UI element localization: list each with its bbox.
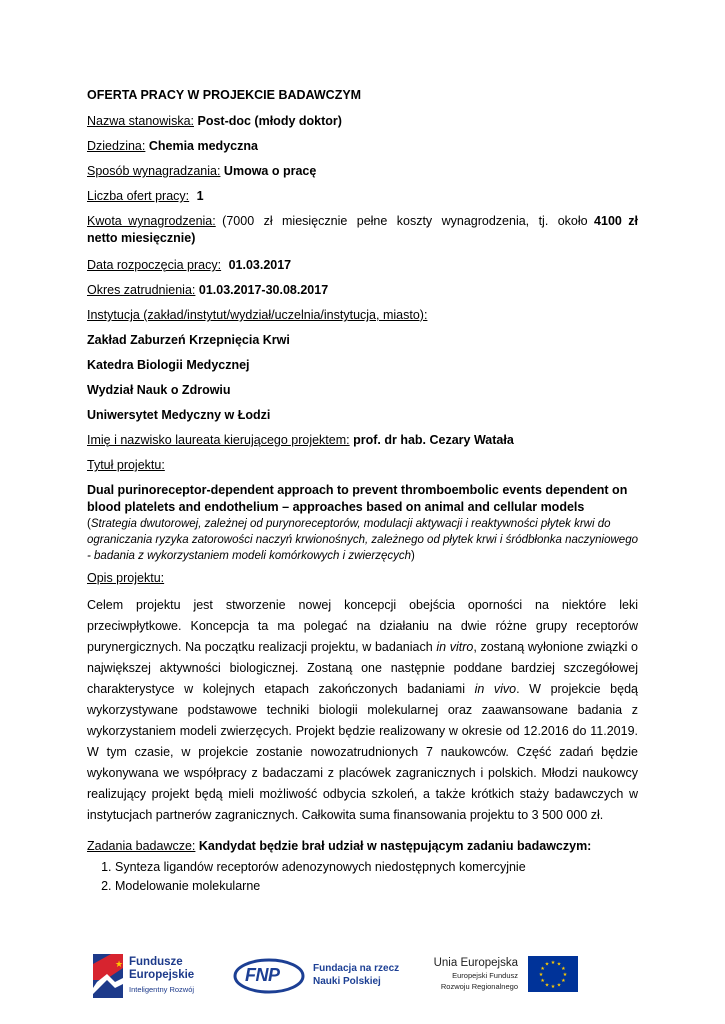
fnp-line-2: Nauki Polskiej [313, 976, 381, 987]
description-part-3: . W projekcie będą wykorzystywane podstawowe techniki biologii molekularnej oraz zaawansowane badania z wykorzystaniem modeli zwierzęcych. Projekt będzie realizowany w okresie od 12.2016 do 11.2019. W tym czasie, w projekcie zostanie nowozatrudnionych 7 naukowców. Część zadań będzie wykonywana we współpracy z badaczami z placówek zagranicznych i polskich. Młodzi naukowcy realizujący projekt będą mieli możliwość odbycia szkoleń, a także krótkich staży badawczych w instytucjach partnerów zagranicznych. Całkowita suma finansowania projektu to 3 500 000 zł. [87, 682, 638, 822]
fe-line-2: Europejskie [129, 969, 195, 981]
position-value: Post-doc (młody doktor) [197, 114, 342, 128]
field-row [87, 138, 638, 155]
svg-text:★: ★ [550, 960, 556, 966]
svg-text:★: ★ [550, 984, 556, 990]
period-row [87, 282, 638, 299]
salary-row [87, 213, 638, 247]
fnp-line-1: Fundacja na rzecz [313, 963, 400, 974]
offers-value: 1 [196, 189, 204, 203]
svg-text:★: ★ [115, 960, 123, 970]
ue-text [426, 956, 518, 992]
ue-line-2: Europejski Fundusz [452, 971, 518, 980]
document-body [87, 87, 638, 897]
svg-text:★: ★ [538, 972, 544, 978]
description-italic-1: in vitro [436, 640, 474, 654]
position-row [87, 113, 638, 130]
payment-row [87, 163, 638, 180]
fe-mark-icon [93, 954, 123, 998]
ue-line-3: Rozwoju Regionalnego [440, 982, 518, 991]
project-title-pl: Strategia dwutorowej, zależnej od purynoreceptorów, modulacji aktywacji i reaktywności płytek krwi do ograniczania ryzyka zatorowości naczyń krwionośnych, zależnego od płytek krwi i śródbłonka naczyniowego - badania z wykorzystaniem modeli komórkowych i zwierzęcych [87, 518, 638, 562]
salary-text: (7000 zł miesięcznie pełne koszty wynagrodzenia, tj. około [222, 214, 588, 228]
tasks-value: Kandydat będzie brał udział w następującym zadaniu badawczym: [198, 839, 592, 853]
svg-text:★: ★ [562, 972, 568, 978]
project-title-pl-block [87, 516, 638, 564]
fe-logo [93, 952, 213, 1002]
period-label: Okres zatrudnienia: [87, 283, 196, 297]
payment-label: Sposób wynagradzania: [87, 164, 221, 178]
start-value: 01.03.2017 [228, 258, 292, 272]
description-italic-2: in vivo [474, 682, 517, 696]
svg-text:★: ★ [544, 982, 550, 989]
fe-program: Inteligentny Rozwój [129, 985, 195, 994]
position-label: Nazwa stanowiska: [87, 114, 194, 128]
institution-faculty: Wydział Nauk o Zdrowiu [87, 383, 231, 397]
fnp-mark-text: FNP [245, 965, 280, 985]
institution-university: Uniwersytet Medyczny w Łodzi [87, 408, 271, 422]
period-value: 01.03.2017-30.08.2017 [198, 283, 329, 297]
description-part-2: , zostaną wyłonione związki o największej aktywności biologicznej. Zostaną one następnie poddane bardziej szczegółowej charakterystyce w kolejnych etapach zakończonych badaniami [87, 640, 638, 696]
description-part-1: Celem projektu jest stworzenie nowej koncepcji obejścia oporności na niektóre leki przeciwpłytkowe. Koncepcja ta ma polegać na działaniu na dwie różne grupy receptorów purynergicznych. Na początku realizacji projektu, w badaniach [87, 598, 638, 654]
eu-flag-icon [528, 956, 578, 992]
fnp-logo [233, 958, 403, 998]
tasks-list [87, 859, 638, 895]
svg-text:★: ★ [544, 961, 550, 968]
leader-row [87, 432, 638, 449]
project-title-en: Dual purinoreceptor-dependent approach to prevent thromboembolic events dependent on blood platelets and endothelium – approaches based on animal and cellular models [87, 483, 628, 514]
page-title: OFERTA PRACY W PROJEKCIE BADAWCZYM [87, 88, 362, 102]
institution-department: Katedra Biologii Medycznej [87, 358, 250, 372]
tasks-row [87, 838, 638, 855]
leader-label: Imię i nazwisko laureata kierującego projektem: [87, 433, 350, 447]
institution-label: Instytucja (zakład/instytut/wydział/uczelnia/instytucja, miasto): [87, 308, 428, 322]
project-title-pl-open: ( [87, 518, 91, 530]
salary-net: 4100 zł netto miesięcznie) [87, 214, 639, 245]
ue-line-1: Unia Europejska [433, 957, 518, 969]
fnp-name [313, 962, 399, 988]
leader-value: prof. dr hab. Cezary Watała [353, 433, 514, 447]
tasks-label: Zadania badawcze: [87, 839, 196, 853]
offers-label: Liczba ofert pracy: [87, 189, 190, 203]
fe-line-1: Fundusze [129, 956, 183, 968]
payment-value: Umowa o pracę [223, 164, 317, 178]
salary-label: Kwota wynagrodzenia: [87, 214, 216, 228]
svg-text:★: ★ [540, 966, 545, 972]
svg-text:★: ★ [556, 961, 562, 968]
project-title-label: Tytuł projektu: [87, 458, 165, 472]
ue-logo [426, 954, 586, 1000]
field-value: Chemia medyczna [148, 139, 258, 153]
offers-row [87, 188, 638, 205]
field-label: Dziedzina: [87, 139, 146, 153]
footer-logos [0, 948, 725, 1008]
task-item: 2. Modelowanie molekularne [115, 878, 638, 895]
svg-text:★: ★ [561, 978, 566, 984]
description-label: Opis projektu: [87, 571, 165, 585]
fe-name [129, 956, 194, 982]
svg-text:★: ★ [561, 966, 566, 972]
institution-unit: Zakład Zaburzeń Krzepnięcia Krwi [87, 333, 290, 347]
start-label: Data rozpoczęcia pracy: [87, 258, 222, 272]
task-item: 1. Synteza ligandów receptorów adenozynowych niedostępnych komercyjnie [115, 859, 638, 876]
project-title-pl-close: ) [411, 550, 415, 562]
project-description [87, 595, 638, 826]
svg-text:★: ★ [556, 982, 562, 989]
start-row [87, 257, 638, 274]
svg-text:★: ★ [540, 978, 545, 984]
